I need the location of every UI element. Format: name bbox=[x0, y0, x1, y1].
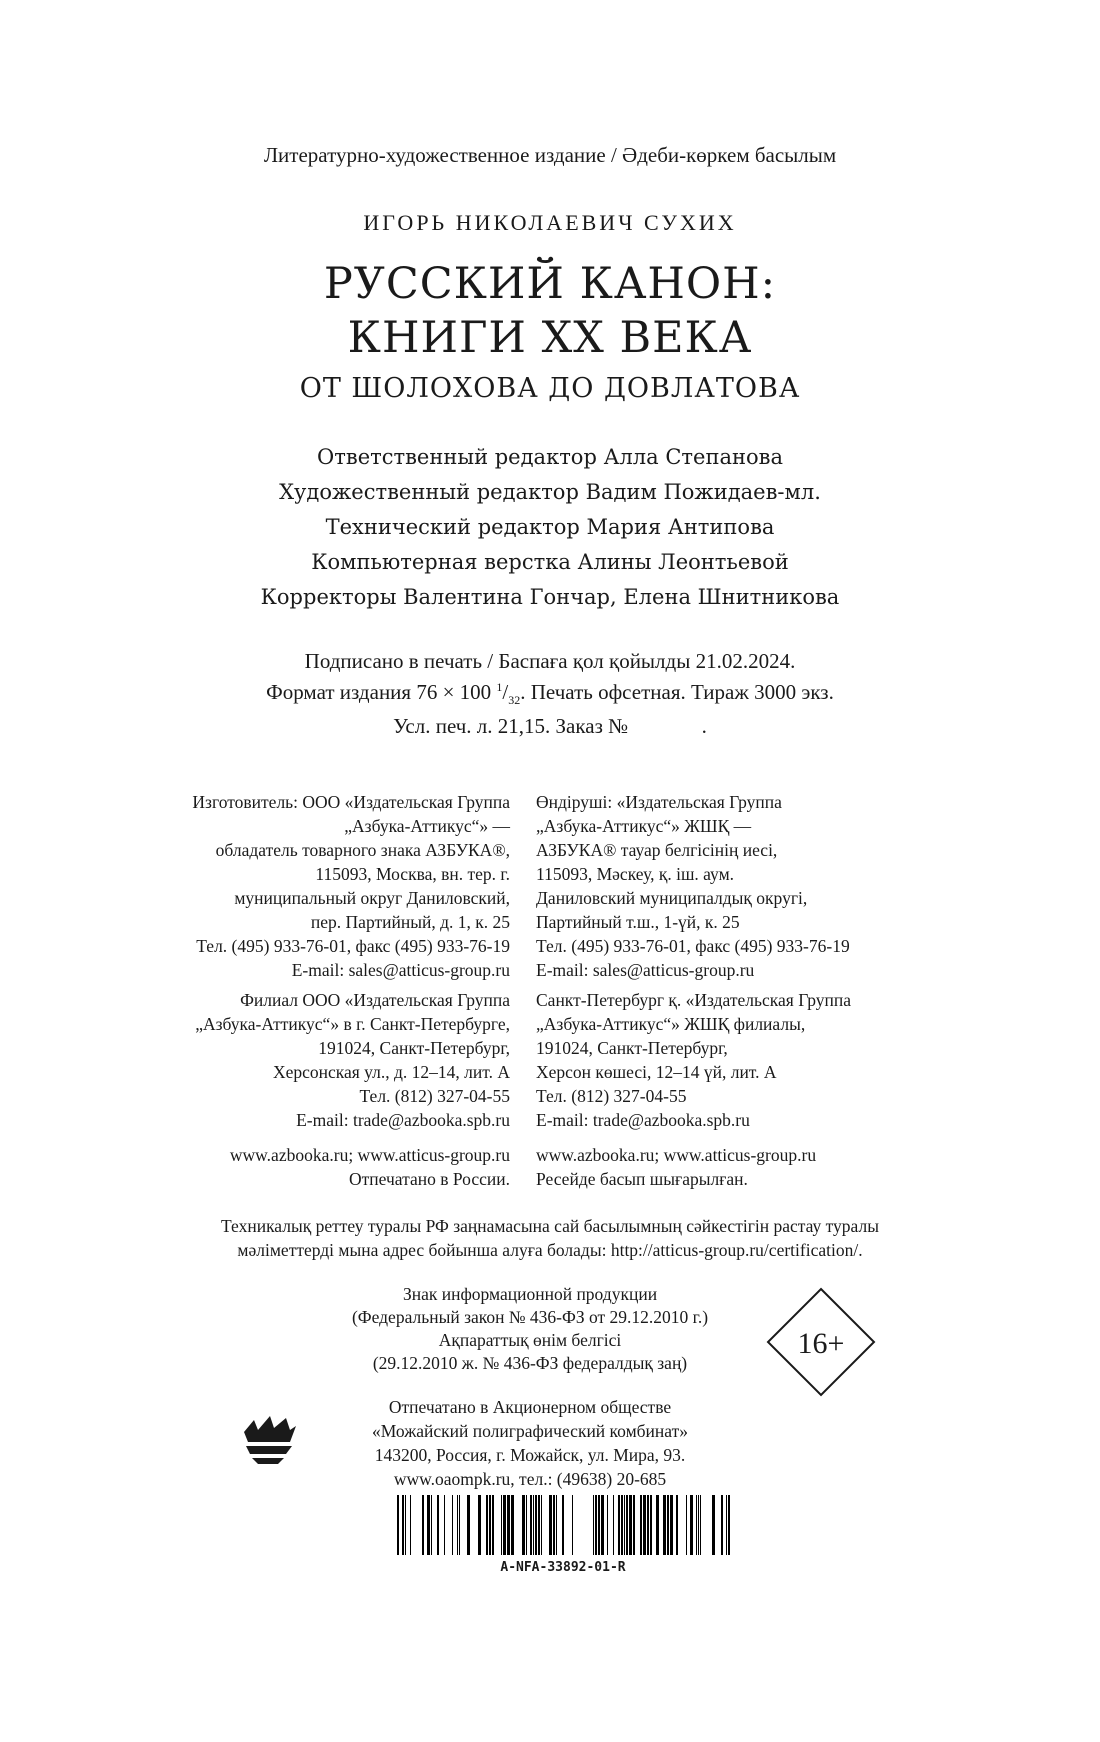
barcode-bar bbox=[478, 1495, 481, 1555]
manufacturer-ru-line: обладатель товарного знака АЗБУКА®, bbox=[215, 840, 510, 860]
barcode-bar bbox=[572, 1495, 573, 1555]
barcode-bar bbox=[667, 1495, 669, 1555]
manufacturer-ru-line: 115093, Москва, вн. тер. г. bbox=[315, 864, 510, 884]
barcode-code: A-NFA-33892-01-R bbox=[500, 1560, 626, 1575]
printer-line: Отпечатано в Акционерном обществе bbox=[388, 1397, 672, 1417]
barcode-bar bbox=[686, 1495, 687, 1555]
info-product-sign bbox=[300, 1283, 760, 1375]
barcode-bar bbox=[712, 1495, 715, 1555]
certification-note bbox=[0, 1214, 1100, 1262]
barcode-bar bbox=[726, 1495, 727, 1555]
web-kz-line: Ресейде басып шығарылған. bbox=[536, 1169, 748, 1189]
barcode-bar bbox=[522, 1495, 525, 1555]
barcode-bar bbox=[410, 1495, 411, 1555]
manufacturer-kz-line: АЗБУКА® тауар белгісінің иесі, bbox=[536, 840, 778, 860]
barcode-bar bbox=[663, 1495, 666, 1555]
barcode-bar bbox=[402, 1495, 404, 1555]
web-kz bbox=[536, 1143, 956, 1191]
manufacturer-kz-line: „Азбука-Аттикус“» ЖШҚ — bbox=[536, 816, 752, 836]
printer-line: 143200, Россия, г. Можайск, ул. Мира, 93. bbox=[374, 1445, 686, 1465]
manufacturer-kz-line: Өндіруші: «Издательская Группа bbox=[536, 792, 782, 812]
barcode-bar bbox=[444, 1495, 445, 1555]
barcode-bar bbox=[459, 1495, 460, 1555]
barcode-bar bbox=[690, 1495, 693, 1555]
barcode-bar bbox=[700, 1495, 701, 1555]
barcode-bar bbox=[698, 1495, 699, 1555]
barcode-bar bbox=[656, 1495, 659, 1555]
book-title-line-1: РУССКИЙ КАНОН: bbox=[323, 259, 777, 309]
barcode-bar bbox=[553, 1495, 555, 1555]
barcode-bar bbox=[511, 1495, 514, 1555]
barcode-bar bbox=[647, 1495, 649, 1555]
barcode-bar bbox=[640, 1495, 642, 1555]
order-line: Усл. печ. л. 21,15. Заказ № . bbox=[393, 714, 707, 739]
barcode-bar bbox=[526, 1495, 527, 1555]
print-info bbox=[0, 648, 1100, 739]
barcode-bar bbox=[486, 1495, 488, 1555]
barcode-bar bbox=[601, 1495, 604, 1555]
manufacturer-kz-line: Даниловский муниципалдық округі, bbox=[536, 888, 808, 908]
barcode-bar bbox=[593, 1495, 594, 1555]
barcode-bar bbox=[562, 1495, 564, 1555]
barcode-bar bbox=[530, 1495, 532, 1555]
barcode-bar bbox=[397, 1495, 399, 1555]
manufacturer-ru bbox=[100, 790, 510, 982]
author-name: ИГОРЬ НИКОЛАЕВИЧ СУХИХ bbox=[363, 210, 737, 235]
branch-ru bbox=[100, 988, 510, 1132]
credit-line: Корректоры Валентина Гончар, Елена Шнитникова bbox=[260, 585, 840, 609]
branch-kz-line: Тел. (812) 327-04-55 bbox=[536, 1086, 687, 1106]
barcode-bar bbox=[556, 1495, 557, 1555]
credit-line: Компьютерная верстка Алины Леонтьевой bbox=[311, 550, 789, 574]
barcode-bar bbox=[618, 1495, 620, 1555]
branch-kz-line: „Азбука-Аттикус“» ЖШҚ филиалы, bbox=[536, 1014, 806, 1034]
barcode-bar bbox=[457, 1495, 458, 1555]
barcode-bar bbox=[437, 1495, 439, 1555]
barcode-bar bbox=[501, 1495, 502, 1555]
branch-ru-line: Тел. (812) 327-04-55 bbox=[359, 1086, 510, 1106]
format-suffix: . Печать офсетная. Тираж 3000 экз. bbox=[520, 680, 834, 704]
credits-list bbox=[0, 440, 1100, 615]
barcode-bar bbox=[650, 1495, 652, 1555]
barcode-bar bbox=[507, 1495, 510, 1555]
barcode-bar bbox=[676, 1495, 678, 1555]
format-prefix: Формат издания 76 × 100 bbox=[266, 680, 497, 704]
book-title-line-2: КНИГИ XX ВЕКА bbox=[347, 313, 753, 363]
info-sign-line: (Федеральный закон № 436-ФЗ от 29.12.2010 г.) bbox=[351, 1307, 709, 1327]
format-denominator: 32 bbox=[508, 693, 521, 708]
barcode-bar bbox=[613, 1495, 614, 1555]
barcode-bar bbox=[467, 1495, 470, 1555]
branch-ru-line: 191024, Санкт-Петербург, bbox=[318, 1038, 510, 1058]
format-numerator: 1 bbox=[496, 680, 503, 694]
barcode-bar bbox=[405, 1495, 406, 1555]
certification-line: Техникалық реттеу туралы РФ заңнамасына сай басылымның сәйкестігін растау туралы bbox=[221, 1216, 879, 1236]
branch-kz-line: Санкт-Петербург қ. «Издательская Группа bbox=[536, 990, 851, 1010]
certification-line: мәліметтерді мына адрес бойынша алуға болады: http://atticus-group.ru/certification/. bbox=[237, 1240, 863, 1260]
branch-ru-line: Филиал ООО «Издательская Группа bbox=[240, 990, 510, 1010]
credit-line: Технический редактор Мария Антипова bbox=[325, 515, 775, 539]
manufacturer-kz-line: 115093, Мәскеу, қ. іш. аум. bbox=[536, 864, 735, 884]
branch-ru-line: „Азбука-Аттикус“» в г. Санкт-Петербурге, bbox=[195, 1014, 510, 1034]
manufacturer-kz-line: E-mail: sales@atticus-group.ru bbox=[536, 960, 755, 980]
manufacturer-kz bbox=[536, 790, 956, 982]
format-line bbox=[0, 674, 1100, 713]
web-kz-line: www.azbooka.ru; www.atticus-group.ru bbox=[536, 1145, 817, 1165]
barcode-bar bbox=[621, 1495, 623, 1555]
barcode-bar bbox=[670, 1495, 673, 1555]
branch-kz bbox=[536, 988, 956, 1132]
branch-kz-line: Херсон көшесі, 12–14 үй, лит. А bbox=[536, 1062, 777, 1082]
barcode-bar bbox=[427, 1495, 430, 1555]
barcode-bar bbox=[538, 1495, 540, 1555]
barcode-bar bbox=[607, 1495, 608, 1555]
barcode-bar bbox=[633, 1495, 635, 1555]
barcode-bar bbox=[492, 1495, 494, 1555]
web-ru-line: Отпечатано в России. bbox=[349, 1169, 510, 1189]
age-rating-badge bbox=[765, 1286, 877, 1398]
barcode-bar bbox=[422, 1495, 424, 1555]
barcode-bar bbox=[629, 1495, 632, 1555]
manufacturer-ru-line: Тел. (495) 933-76-01, факс (495) 933-76-19 bbox=[196, 936, 510, 956]
manufacturer-ru-line: Изготовитель: ООО «Издательская Группа bbox=[192, 792, 510, 812]
branch-ru-line: E-mail: trade@azbooka.spb.ru bbox=[296, 1110, 510, 1130]
credit-line: Ответственный редактор Алла Степанова bbox=[317, 445, 783, 469]
web-ru-line: www.azbooka.ru; www.atticus-group.ru bbox=[229, 1145, 510, 1165]
info-sign-line: Ақпараттық өнім белгісі bbox=[438, 1330, 622, 1350]
edition-type: Литературно-художественное издание / Әдеби-көркем басылым bbox=[263, 143, 837, 167]
manufacturer-ru-line: пер. Партийный, д. 1, к. 25 bbox=[310, 912, 510, 932]
barcode-bar bbox=[728, 1495, 730, 1555]
printer-line: www.oaompk.ru, тел.: (49638) 20-685 bbox=[393, 1469, 667, 1489]
printer-info bbox=[300, 1395, 760, 1491]
barcode-bar bbox=[533, 1495, 534, 1555]
barcode-bar bbox=[643, 1495, 646, 1555]
credit-line: Художественный редактор Вадим Пожидаев-мл. bbox=[279, 480, 821, 504]
branch-kz-line: 191024, Санкт-Петербург, bbox=[536, 1038, 728, 1058]
barcode-bar bbox=[535, 1495, 537, 1555]
printer-line: «Можайский полиграфический комбинат» bbox=[372, 1421, 688, 1441]
manufacturer-kz-line: Тел. (495) 933-76-01, факс (495) 933-76-19 bbox=[536, 936, 850, 956]
info-sign-line: Знак информационной продукции bbox=[402, 1284, 658, 1304]
format-slash: / bbox=[502, 680, 509, 704]
age-rating-text: 16+ bbox=[797, 1327, 845, 1360]
manufacturer-ru-line: „Азбука-Аттикус“» — bbox=[344, 816, 510, 836]
manufacturer-ru-line: E-mail: sales@atticus-group.ru bbox=[291, 960, 510, 980]
barcode-bar bbox=[489, 1495, 491, 1555]
barcode-bar bbox=[595, 1495, 597, 1555]
barcode-bar bbox=[696, 1495, 697, 1555]
manufacturer-ru-line: муниципальный округ Даниловский, bbox=[234, 888, 510, 908]
branch-kz-line: E-mail: trade@azbooka.spb.ru bbox=[536, 1110, 750, 1130]
barcode-bar bbox=[549, 1495, 552, 1555]
manufacturer-kz-line: Партийный т.ш., 1-үй, к. 25 bbox=[536, 912, 740, 932]
barcode-bar bbox=[721, 1495, 723, 1555]
barcode-bar bbox=[626, 1495, 628, 1555]
printer-logo-icon bbox=[240, 1412, 300, 1468]
signed-date: Подписано в печать / Баспаға қол қойылды 21.02.2024. bbox=[304, 649, 796, 673]
barcode-bar bbox=[541, 1495, 542, 1555]
web-ru bbox=[100, 1143, 510, 1191]
barcode-bar bbox=[624, 1495, 625, 1555]
barcode bbox=[395, 1495, 731, 1555]
book-subtitle: ОТ ШОЛОХОВА ДО ДОВЛАТОВА bbox=[299, 373, 801, 404]
barcode-bar bbox=[431, 1495, 432, 1555]
info-sign-line: (29.12.2010 ж. № 436-ФЗ федералдық заң) bbox=[372, 1353, 688, 1373]
barcode-bar bbox=[503, 1495, 506, 1555]
barcode-bar bbox=[452, 1495, 453, 1555]
branch-ru-line: Херсонская ул., д. 12–14, лит. А bbox=[272, 1062, 510, 1082]
barcode-bar bbox=[598, 1495, 600, 1555]
